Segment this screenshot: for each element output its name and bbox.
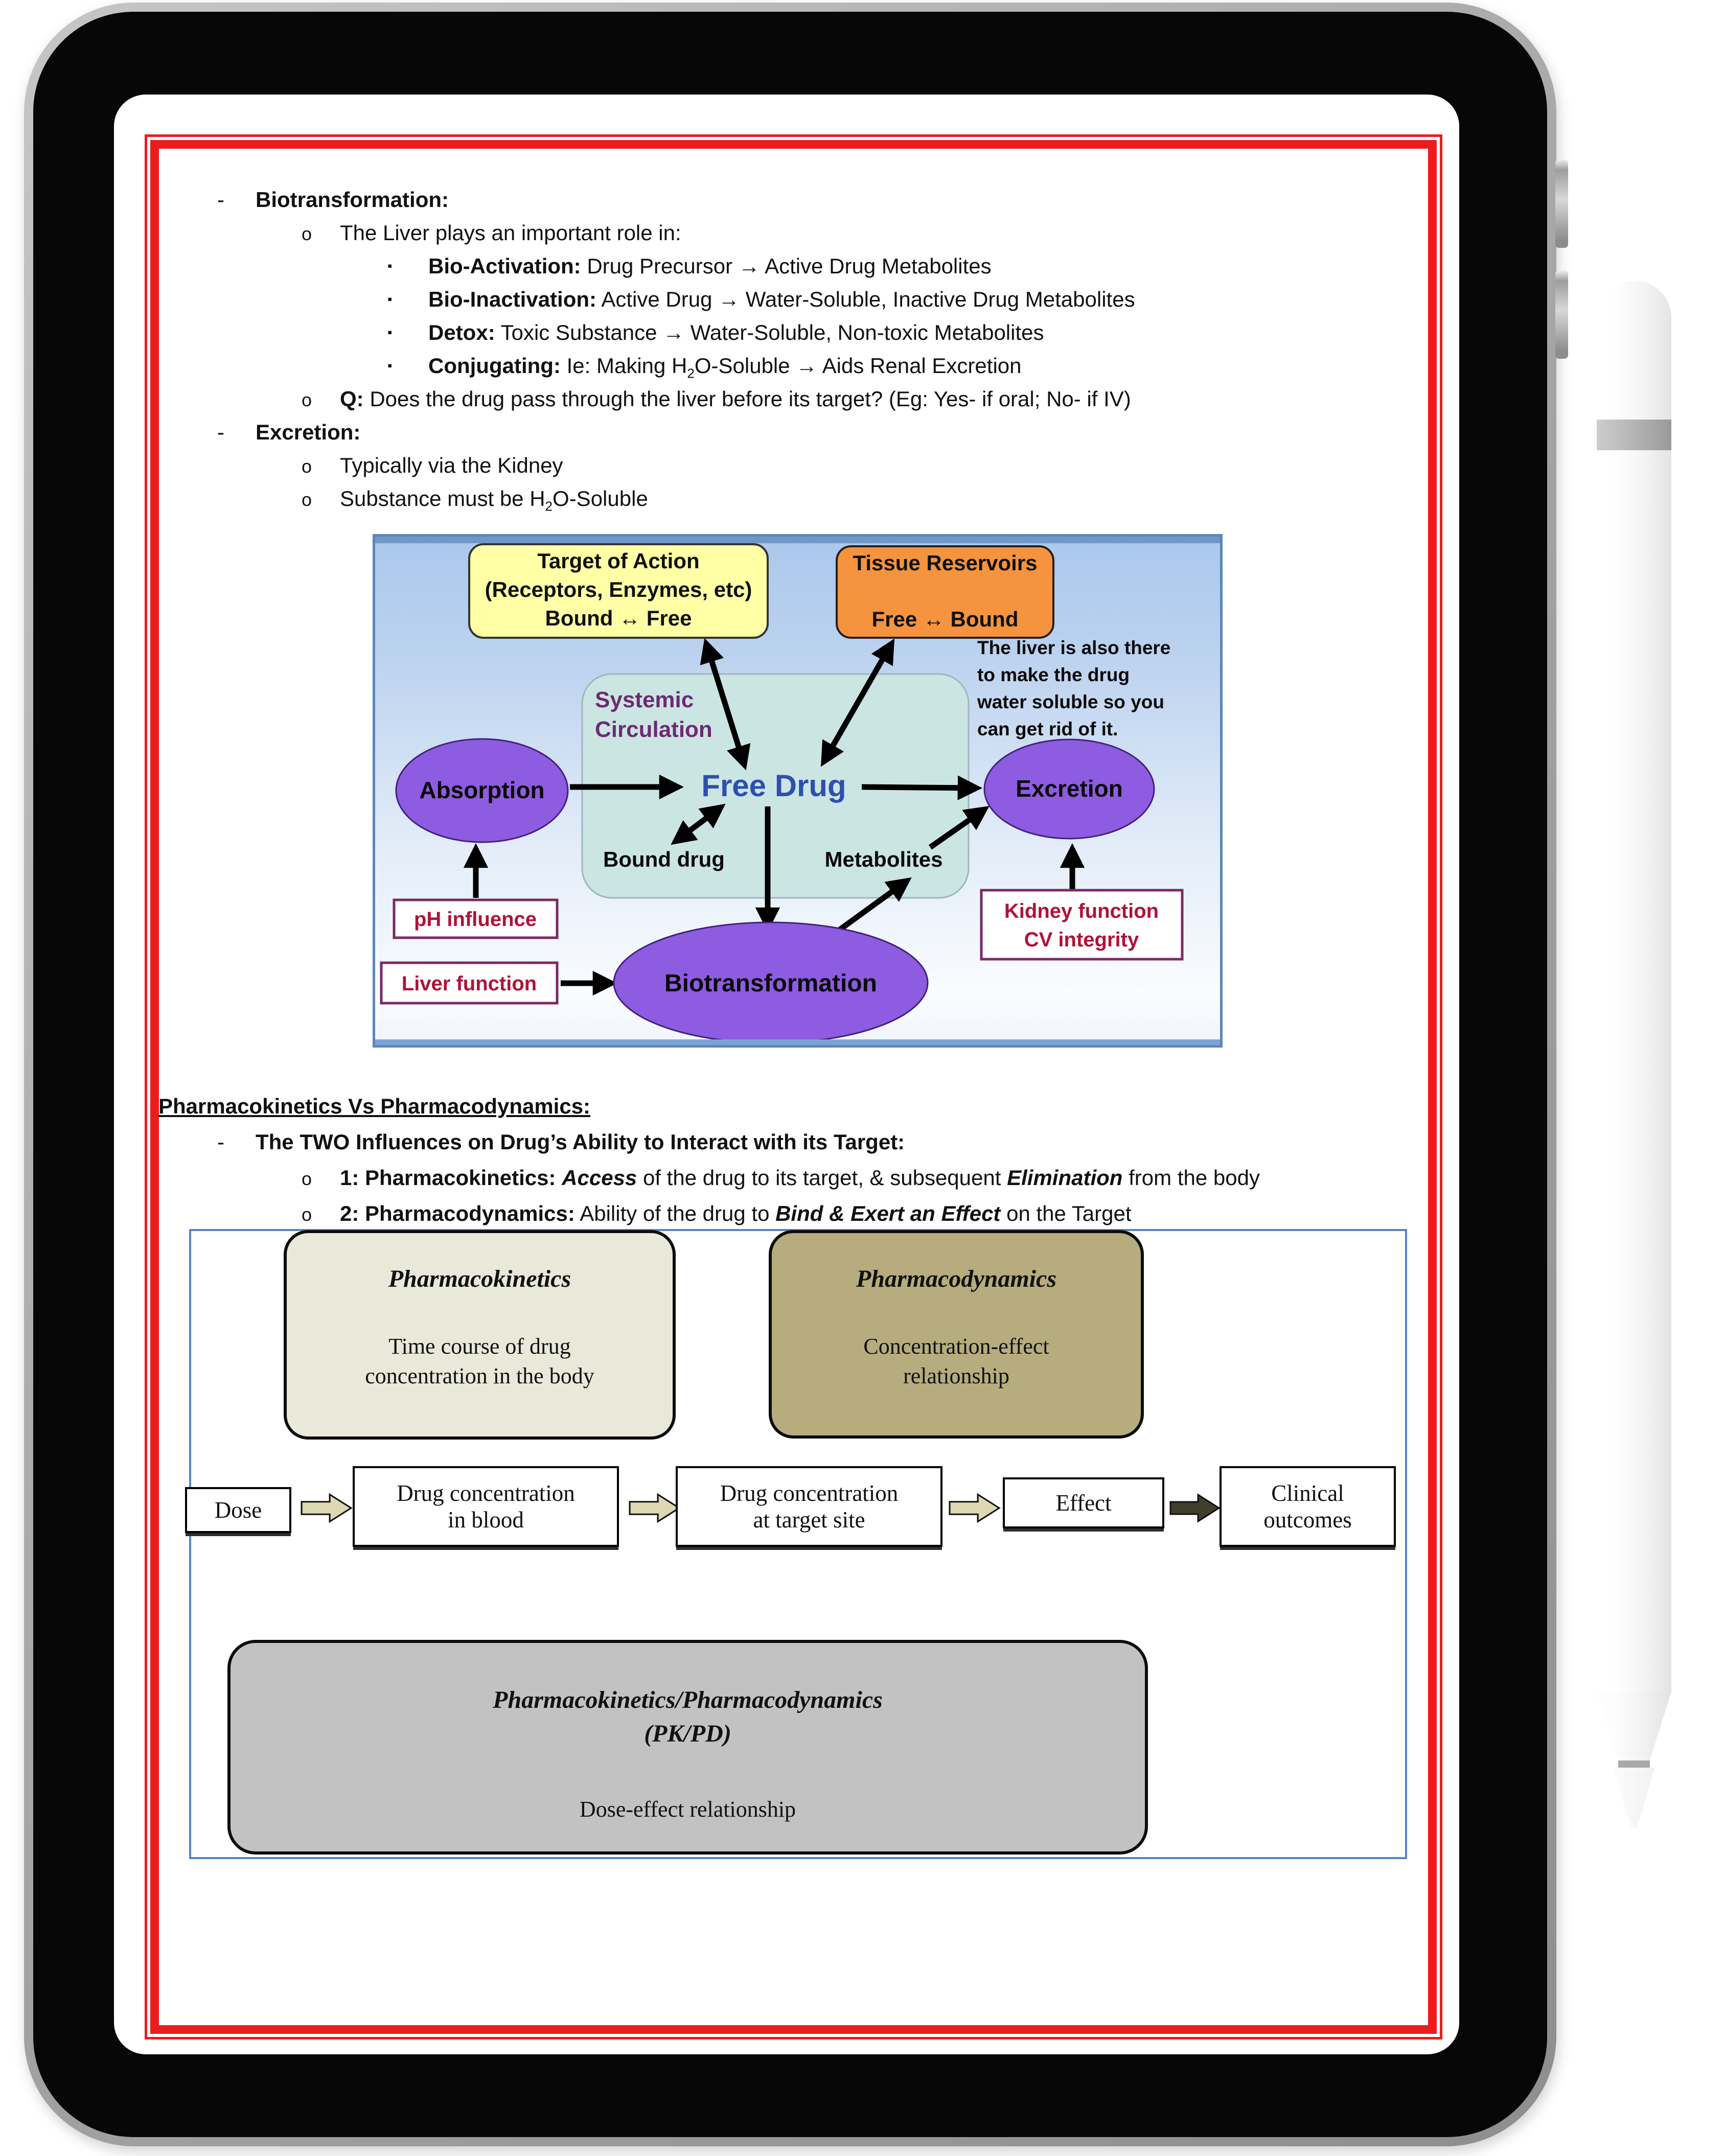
- bullet-marker: o: [302, 489, 312, 510]
- flow-arrow-1: [301, 1493, 353, 1523]
- svg-text:can get rid of it.: can get rid of it.: [977, 718, 1118, 739]
- text-segment: 1: Pharmacokinetics:: [340, 1166, 562, 1190]
- pencil-band: [1597, 420, 1671, 450]
- line-text: [340, 221, 681, 245]
- text-segment: 2: [687, 365, 695, 381]
- drug-concentration-target-box: [676, 1466, 942, 1547]
- line-text: [340, 453, 563, 477]
- liver-function-label: Liver function: [401, 972, 537, 995]
- text-segment: on the Target: [1000, 1201, 1132, 1225]
- note-line: [114, 1160, 1422, 1196]
- text-segment: The Liver plays an important role in:: [340, 221, 681, 245]
- pkpd-combined-box: [227, 1640, 1148, 1854]
- line-text: [158, 1094, 590, 1118]
- line-text: [256, 188, 449, 212]
- bullet-marker: ▪: [387, 358, 393, 373]
- line-text: [256, 1130, 905, 1154]
- volume-down-button[interactable]: [1555, 270, 1568, 359]
- pencil-ferrule: [1618, 1760, 1650, 1768]
- note-line: [114, 316, 1422, 349]
- bullet-marker: -: [217, 1130, 224, 1154]
- bullet-marker: o: [302, 456, 312, 477]
- pkpd-caption: Dose-effect relationship: [579, 1797, 796, 1822]
- pencil-cap: [1597, 281, 1671, 420]
- clinical-line1: Clinical: [1271, 1480, 1344, 1506]
- line-text: [428, 354, 1022, 381]
- pkpd-diagram: [189, 1229, 1407, 1859]
- dose-label: Dose: [214, 1497, 262, 1523]
- blood-line1: Drug concentration: [397, 1480, 575, 1506]
- text-segment: The TWO Influences on Drug’s Ability to Interact with its Target:: [256, 1130, 905, 1154]
- text-segment: Access: [562, 1166, 637, 1190]
- bullet-marker: -: [217, 420, 224, 444]
- target-box-line1: Target of Action: [537, 549, 700, 573]
- effect-label: Effect: [1055, 1490, 1112, 1516]
- kidney-function-line2: CV integrity: [1024, 929, 1139, 951]
- note-line: [114, 415, 1422, 449]
- pencil-body: [1597, 450, 1671, 1692]
- tissue-box-line2: Free ↔ Bound: [871, 607, 1019, 631]
- flow-arrow-2: [629, 1493, 681, 1523]
- line-text: [340, 387, 1131, 411]
- note-line: [114, 382, 1422, 415]
- text-segment: Does the drug pass through the liver before its target? (Eg: Yes- if oral; No- if IV): [363, 387, 1131, 411]
- pharmacokinetics-box: [284, 1230, 676, 1440]
- systemic-label-line2: Circulation: [595, 717, 712, 742]
- text-segment: Biotransformation:: [256, 188, 449, 212]
- text-segment: Active Drug → Water-Soluble, Inactive Drug Metabolites: [596, 287, 1135, 311]
- effect-box: [1003, 1477, 1164, 1528]
- note-line: [114, 449, 1422, 482]
- metabolites-label: Metabolites: [824, 847, 943, 871]
- text-segment: Conjugating:: [428, 354, 561, 378]
- note-line: [114, 349, 1422, 382]
- text-segment: O-Soluble → Aids Renal Excretion: [694, 354, 1022, 378]
- line-text: [340, 1201, 1132, 1225]
- line-text: [340, 486, 648, 514]
- excretion-label: Excretion: [1016, 775, 1123, 802]
- bullet-marker: o: [302, 223, 312, 244]
- text-segment: Excretion:: [256, 420, 361, 444]
- text-segment: Bind & Exert an Effect: [775, 1201, 1001, 1225]
- bound-drug-label: Bound drug: [603, 847, 725, 871]
- free-drug-diagram-svg: [375, 537, 1220, 1045]
- pk-section-list: [114, 1088, 1422, 1232]
- svg-text:The liver is also there: The liver is also there: [977, 637, 1171, 658]
- pd-box-line1: Concentration-effect: [863, 1334, 1049, 1359]
- bullet-marker: ▪: [387, 324, 393, 340]
- text-segment: O-Soluble: [553, 486, 648, 511]
- svg-text:to make the drug: to make the drug: [977, 664, 1130, 685]
- text-segment: Bio-Inactivation:: [428, 287, 597, 311]
- kidney-function-line1: Kidney function: [1004, 900, 1159, 922]
- pkpd-subtitle: (PK/PD): [644, 1720, 731, 1747]
- text-segment: Ability of the drug to: [574, 1201, 776, 1225]
- pk-box-line2: concentration in the body: [365, 1363, 594, 1388]
- text-segment: from the body: [1122, 1166, 1260, 1190]
- clinical-outcomes-box: [1220, 1466, 1396, 1547]
- pencil-tip: [1612, 1768, 1656, 1833]
- pharmacodynamics-box: [769, 1230, 1144, 1439]
- biotransformation-label: Biotransformation: [664, 970, 878, 997]
- pk-box-title: Pharmacokinetics: [388, 1265, 571, 1292]
- text-segment: Pharmacokinetics Vs Pharmacodynamics:: [158, 1094, 591, 1118]
- systemic-label-line1: Systemic: [595, 687, 694, 712]
- text-segment: Detox:: [428, 320, 495, 344]
- note-line: [114, 1124, 1422, 1160]
- free-drug-diagram: [373, 534, 1223, 1048]
- clinical-line2: outcomes: [1263, 1507, 1352, 1533]
- note-line: [114, 1088, 1422, 1124]
- line-text: [428, 320, 1044, 344]
- line-text: [428, 254, 992, 278]
- dose-box: [185, 1487, 291, 1533]
- flow-arrow-3: [949, 1493, 1001, 1523]
- text-segment: Ie: Making H: [560, 354, 687, 378]
- target-line2: at target site: [753, 1507, 865, 1533]
- drug-concentration-blood-box: [353, 1466, 619, 1547]
- absorption-label: Absorption: [419, 777, 545, 803]
- pd-box-line2: relationship: [903, 1363, 1009, 1388]
- target-box-line3: Bound ↔ Free: [545, 606, 692, 630]
- note-line: [114, 482, 1422, 515]
- text-segment: of the drug to its target, & subsequent: [637, 1166, 1007, 1190]
- flow-arrow-4: [1169, 1493, 1221, 1523]
- text-segment: 2: Pharmacodynamics:: [340, 1201, 575, 1225]
- apple-pencil: [1597, 281, 1671, 1837]
- text-segment: Typically via the Kidney: [340, 453, 563, 477]
- svg-text:water soluble so you: water soluble so you: [977, 691, 1164, 712]
- bullet-marker: o: [302, 1204, 312, 1225]
- note-line: [114, 283, 1422, 316]
- text-segment: Toxic Substance → Water-Soluble, Non-toxic Metabolites: [495, 320, 1044, 344]
- blood-line2: in blood: [448, 1507, 524, 1533]
- text-segment: Q:: [340, 387, 364, 411]
- bullet-marker: o: [302, 1168, 312, 1189]
- line-text: [428, 287, 1135, 311]
- pkpd-title: Pharmacokinetics/Pharmacodynamics: [493, 1686, 883, 1713]
- text-segment: Substance must be H: [340, 486, 545, 511]
- text-segment: Bio-Activation:: [428, 254, 581, 278]
- text-segment: Drug Precursor → Active Drug Metabolites: [581, 254, 992, 278]
- pd-box-title: Pharmacodynamics: [856, 1265, 1056, 1292]
- text-segment: 2: [545, 498, 553, 514]
- liver-annotation: [977, 637, 1170, 739]
- tissue-box-line1: Tissue Reservoirs: [853, 551, 1038, 575]
- free-drug-label: Free Drug: [701, 769, 846, 803]
- ph-influence-label: pH influence: [413, 908, 537, 931]
- note-line: [114, 183, 1422, 216]
- note-line: [114, 249, 1422, 283]
- tablet-screen[interactable]: [114, 95, 1459, 2054]
- bullet-marker: -: [217, 188, 224, 212]
- note-line: [114, 1196, 1422, 1232]
- line-text: [340, 1166, 1260, 1190]
- note-line: [114, 216, 1422, 249]
- target-line1: Drug concentration: [720, 1480, 899, 1506]
- notes-list: [114, 183, 1422, 515]
- text-segment: Elimination: [1007, 1166, 1123, 1190]
- pencil-taper: [1597, 1692, 1671, 1760]
- line-text: [256, 420, 360, 444]
- bullet-marker: ▪: [387, 291, 393, 307]
- target-box-line2: (Receptors, Enzymes, etc): [485, 577, 752, 601]
- pk-box-line1: Time course of drug: [388, 1334, 571, 1359]
- bullet-marker: o: [302, 389, 312, 410]
- bullet-marker: ▪: [387, 258, 393, 273]
- volume-up-button[interactable]: [1555, 159, 1568, 248]
